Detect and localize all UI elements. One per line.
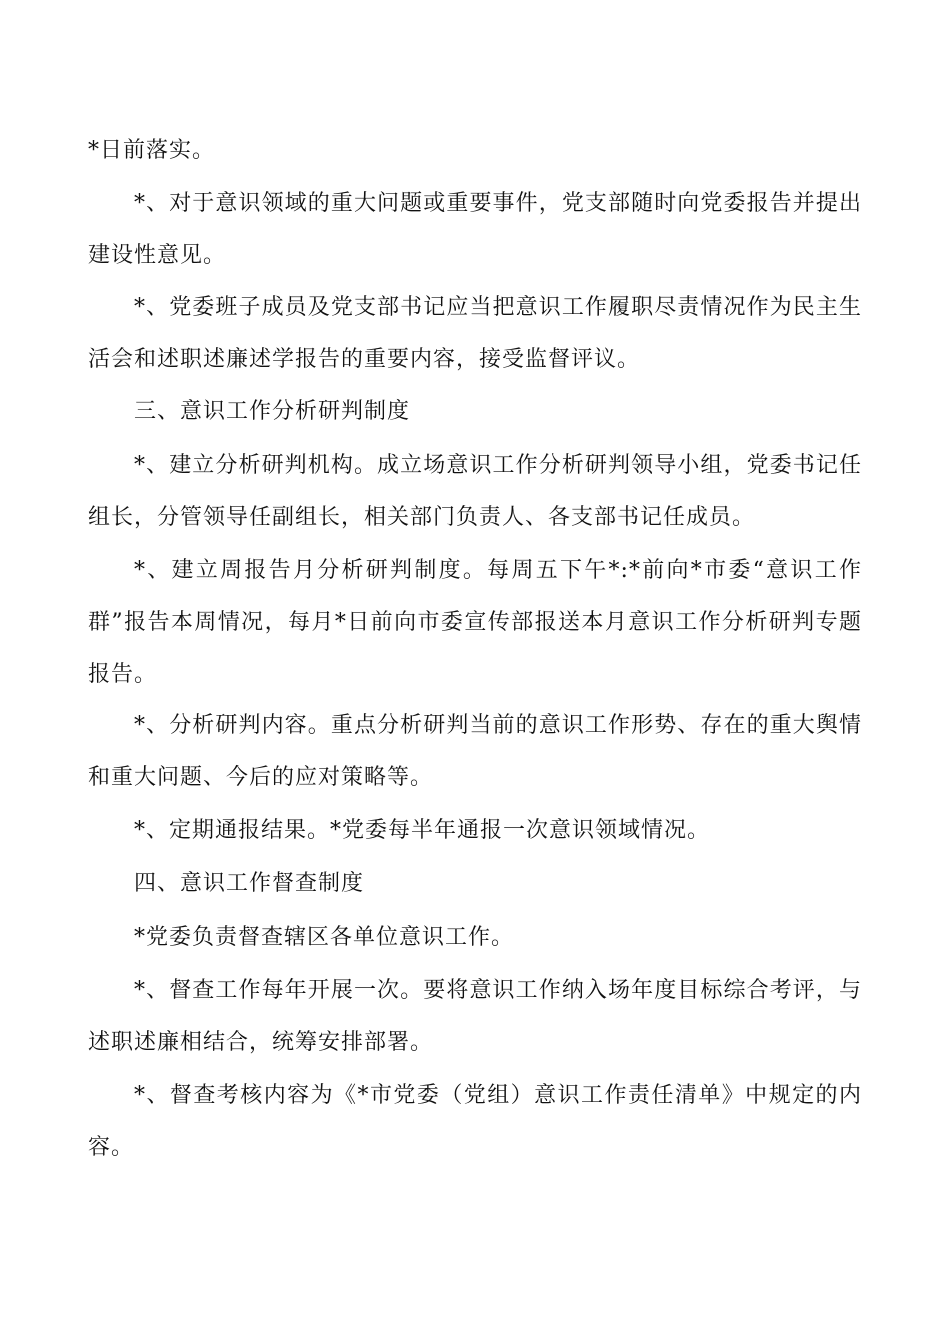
paragraph-analysis-content: *、分析研判内容。重点分析研判当前的意识工作形势、存在的重大舆情和重大问题、今后的应对策略等。 [88, 713, 862, 790]
paragraph-weekly-report: *、建立周报告月分析研判制度。每周五下午*:*前向*市委“意识工作群”报告本周情况，每月*日前向市委宣传部报送本月意识工作分析研判专题报告。 [88, 558, 862, 687]
paragraph-duty-report: *、党委班子成员及党支部书记应当把意识工作履职尽责情况作为民主生活会和述职述廉述学报告的重要内容，接受监督评议。 [88, 295, 862, 372]
paragraph-supervision-responsibility: *党委负责督查辖区各单位意识工作。 [134, 925, 515, 950]
paragraph-regular-notice: *、定期通报结果。*党委每半年通报一次意识领域情况。 [134, 818, 711, 843]
section-heading-supervision: 四、意识工作督查制度 [134, 871, 365, 896]
section-heading-analysis: 三、意识工作分析研判制度 [134, 399, 411, 424]
paragraph-analysis-body: *、建立分析研判机构。成立场意识工作分析研判领导小组，党委书记任组长，分管领导任副组长，相关部门负责人、各支部书记任成员。 [88, 453, 862, 530]
paragraph-supervision-content: *、督查考核内容为《*市党委（党组）意识工作责任清单》中规定的内容。 [88, 1083, 862, 1160]
paragraph-annual-supervision: *、督查工作每年开展一次。要将意识工作纳入场年度目标综合考评，与述职述廉相结合，统筹安排部署。 [88, 978, 862, 1055]
paragraph-report-issues: *、对于意识领域的重大问题或重要事件，党支部随时向党委报告并提出建设性意见。 [88, 191, 862, 268]
paragraph-continuation: *日前落实。 [88, 138, 216, 163]
